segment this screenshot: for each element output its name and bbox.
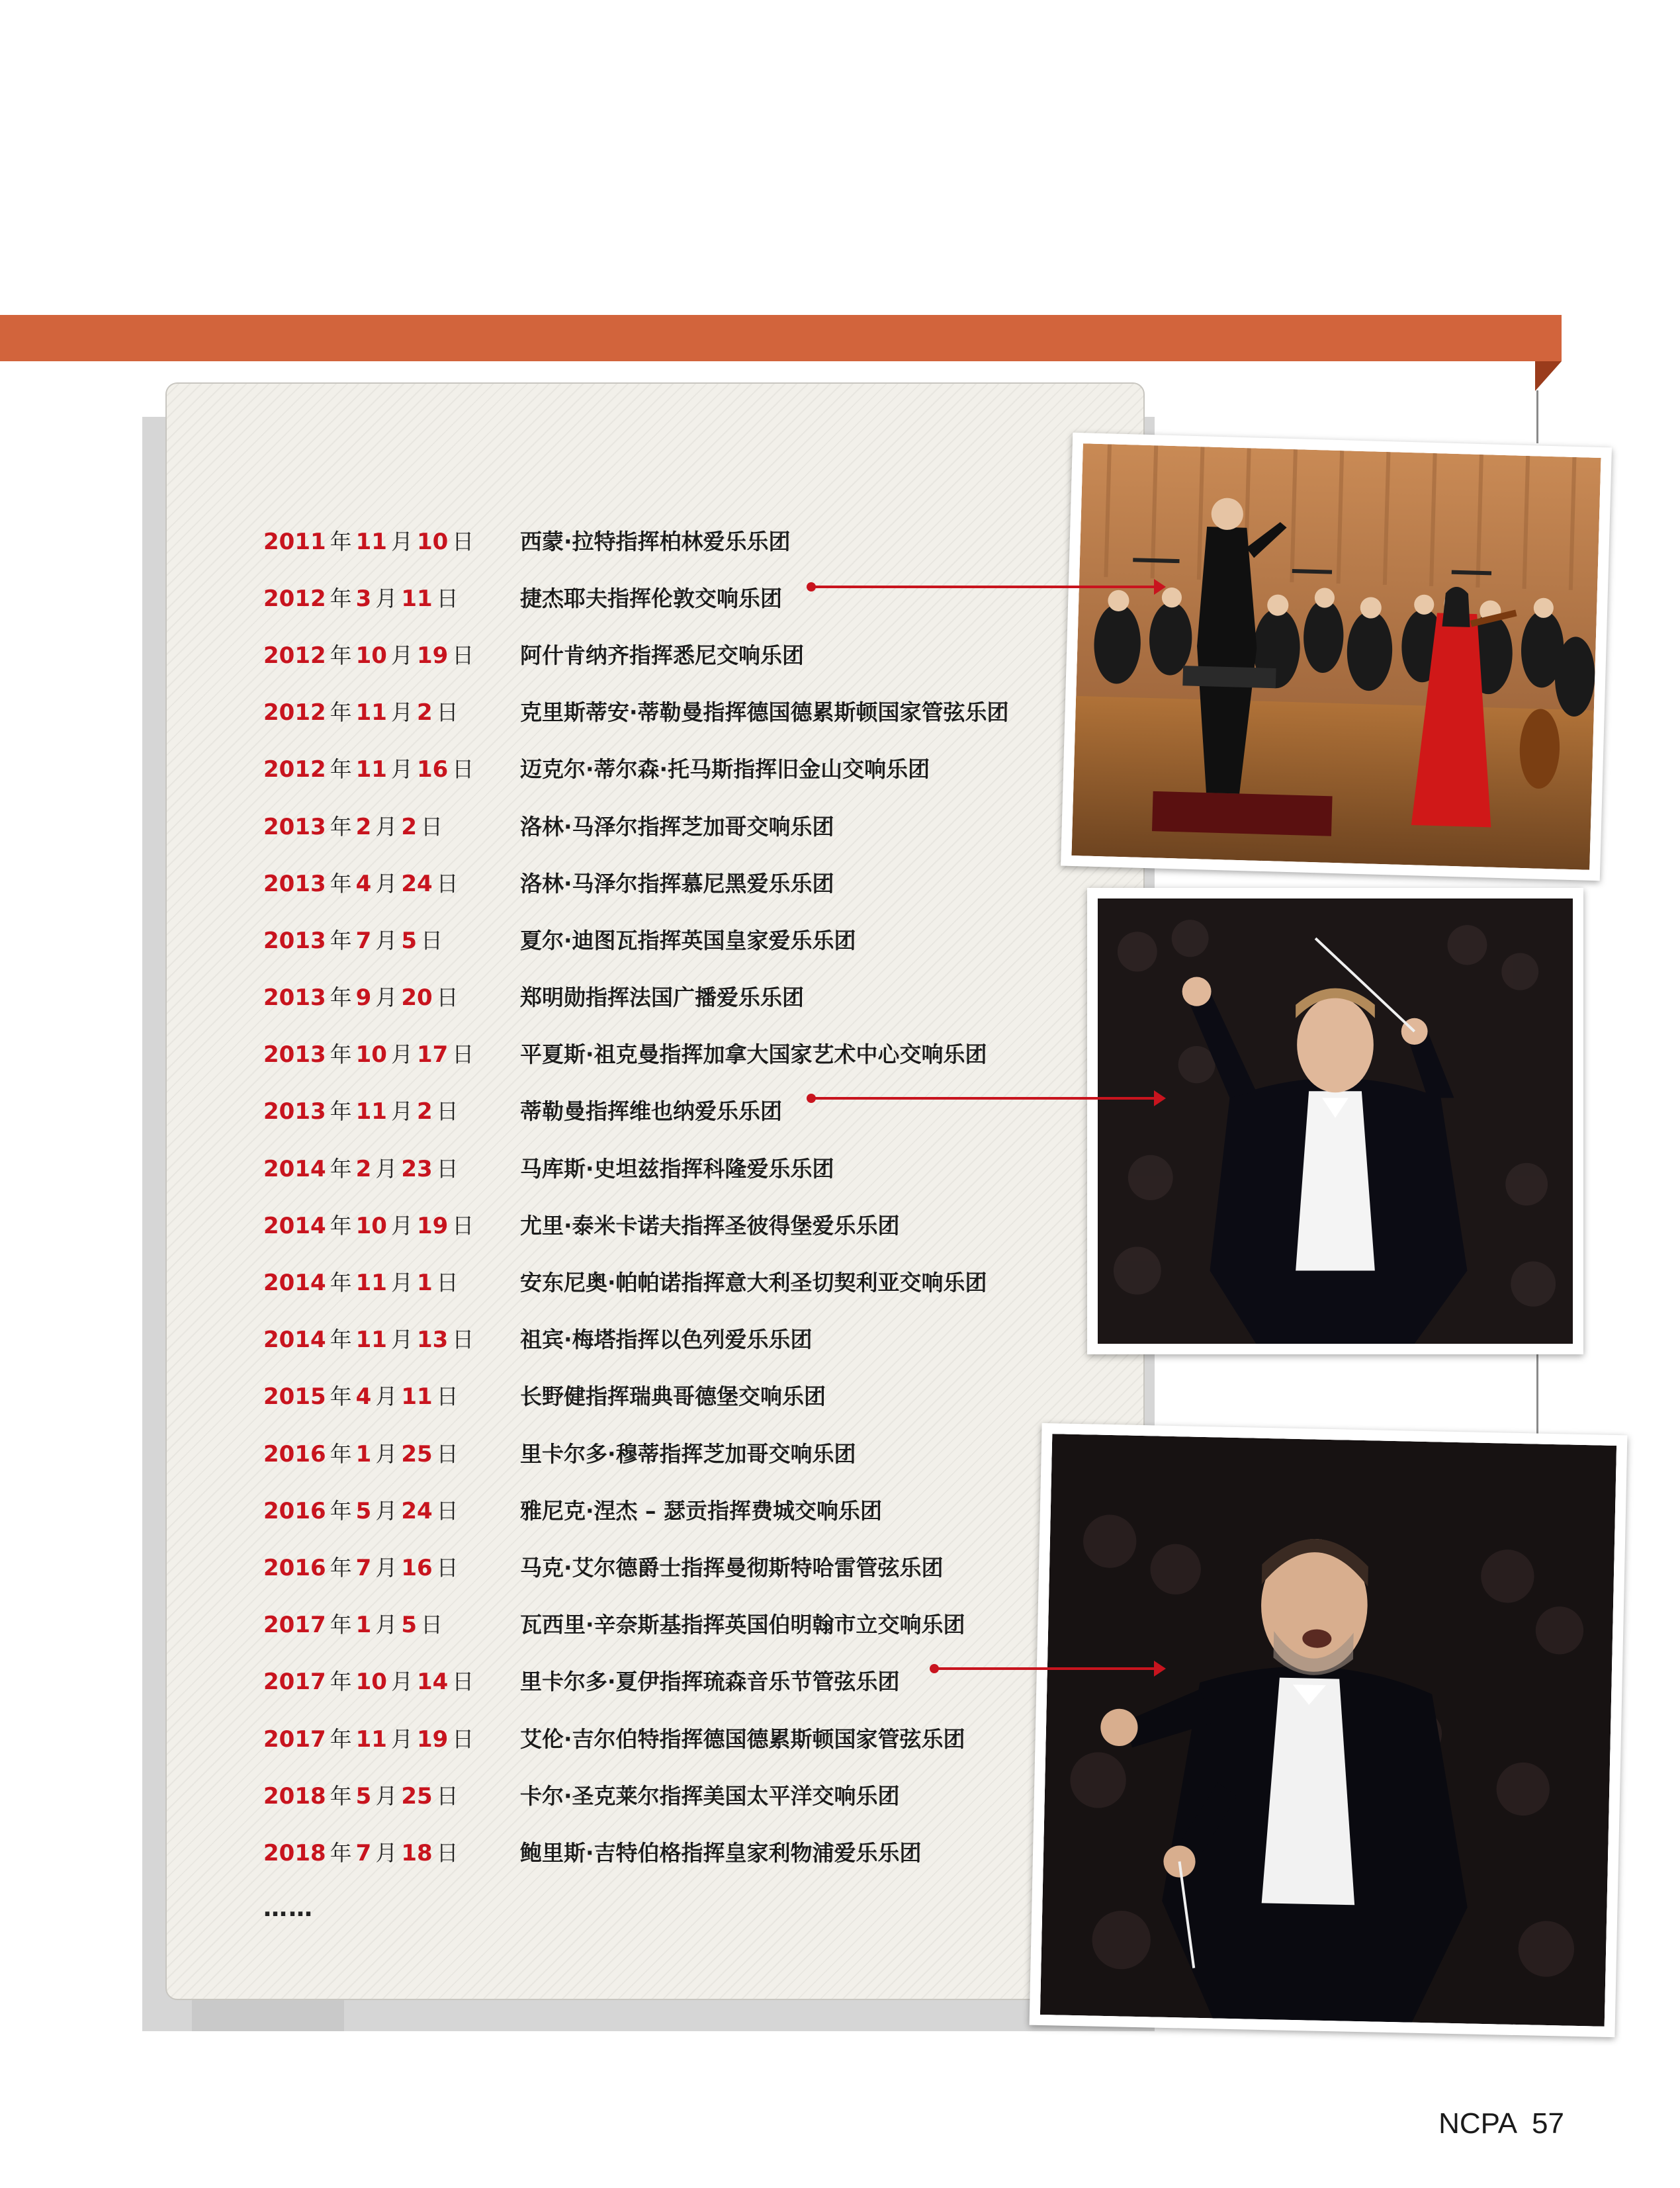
date-year: 2017 xyxy=(263,1726,326,1753)
list-item xyxy=(263,1595,1124,1652)
date-year: 2012 xyxy=(263,756,326,783)
date-unit-year: 年 xyxy=(330,1554,352,1581)
event-date xyxy=(263,1437,520,1468)
photo-frame-3 xyxy=(1030,1423,1628,2037)
pointer-dot xyxy=(930,1664,939,1673)
event-date xyxy=(263,1323,520,1354)
date-unit-day: 日 xyxy=(436,870,459,897)
date-unit-day: 日 xyxy=(420,927,443,953)
event-title: 鲍里斯·吉特伯格指挥皇家利物浦爱乐乐团 xyxy=(520,1839,922,1866)
event-date xyxy=(263,1779,520,1810)
event-date xyxy=(263,1094,520,1125)
event-date xyxy=(263,1494,520,1525)
date-month: 7 xyxy=(355,1839,372,1866)
date-year: 2017 xyxy=(263,1669,326,1696)
event-title: 雅尼克·涅杰 – 瑟贡指挥费城交响乐团 xyxy=(520,1497,883,1524)
page-footer xyxy=(1438,2107,1564,2140)
date-unit-year: 年 xyxy=(330,1612,352,1638)
publication-name: NCPA xyxy=(1438,2107,1518,2140)
date-unit-month: 月 xyxy=(390,756,413,783)
list-item xyxy=(263,1310,1124,1367)
date-month: 5 xyxy=(355,1782,372,1810)
photo-frame-1 xyxy=(1061,433,1612,881)
list-item xyxy=(263,1025,1124,1082)
date-unit-year: 年 xyxy=(330,585,352,611)
date-day: 14 xyxy=(416,1669,449,1696)
date-day: 23 xyxy=(401,1155,433,1182)
date-unit-month: 月 xyxy=(375,1440,398,1467)
date-unit-year: 年 xyxy=(330,528,352,554)
date-month: 10 xyxy=(355,1041,387,1069)
date-year: 2011 xyxy=(263,528,326,555)
event-title: 马克·艾尔德爵士指挥曼彻斯特哈雷管弦乐团 xyxy=(520,1554,944,1581)
date-year: 2014 xyxy=(263,1327,326,1354)
date-unit-year: 年 xyxy=(330,870,352,897)
date-unit-day: 日 xyxy=(452,1212,474,1239)
date-year: 2014 xyxy=(263,1270,326,1297)
date-unit-month: 月 xyxy=(375,1839,398,1866)
date-unit-month: 月 xyxy=(390,1270,413,1296)
event-title: 西蒙·拉特指挥柏林爱乐乐团 xyxy=(520,528,791,554)
list-item xyxy=(263,1252,1124,1309)
date-month: 5 xyxy=(355,1497,372,1524)
list-item xyxy=(263,625,1124,682)
date-unit-month: 月 xyxy=(375,585,398,611)
date-unit-day: 日 xyxy=(436,699,459,726)
list-continuation: …… xyxy=(263,1895,314,1923)
date-unit-month: 月 xyxy=(375,1554,398,1581)
arrow-head-icon xyxy=(1154,579,1166,595)
date-day: 5 xyxy=(401,1612,417,1639)
date-unit-year: 年 xyxy=(330,1155,352,1182)
date-unit-month: 月 xyxy=(390,528,413,554)
pointer-arrow-photo-2 xyxy=(811,1097,1157,1100)
conductor-singing-image xyxy=(1040,1434,1616,2027)
event-title: 艾伦·吉尔伯特指挥德国德累斯顿国家管弦乐团 xyxy=(520,1726,965,1752)
date-month: 2 xyxy=(355,813,372,840)
date-unit-day: 日 xyxy=(452,642,474,668)
date-month: 1 xyxy=(355,1440,372,1467)
date-month: 7 xyxy=(355,1554,372,1581)
event-date xyxy=(263,924,520,955)
date-day: 19 xyxy=(416,642,449,669)
pointer-dot xyxy=(807,582,816,591)
date-unit-day: 日 xyxy=(436,1839,459,1866)
date-unit-day: 日 xyxy=(452,756,474,783)
event-date xyxy=(263,1665,520,1696)
page-number: 57 xyxy=(1532,2107,1564,2140)
date-day: 20 xyxy=(401,985,433,1012)
list-item xyxy=(263,1481,1124,1538)
date-unit-month: 月 xyxy=(375,813,398,840)
date-unit-month: 月 xyxy=(375,1497,398,1524)
date-unit-month: 月 xyxy=(375,1612,398,1638)
list-item xyxy=(263,1709,1124,1766)
date-month: 11 xyxy=(355,1270,387,1297)
event-date xyxy=(263,1722,520,1753)
date-unit-day: 日 xyxy=(452,528,474,554)
date-unit-year: 年 xyxy=(330,985,352,1011)
date-day: 16 xyxy=(401,1554,433,1581)
date-year: 2016 xyxy=(263,1440,326,1467)
event-title: 里卡尔多·穆蒂指挥芝加哥交响乐团 xyxy=(520,1440,856,1467)
date-unit-month: 月 xyxy=(375,985,398,1011)
date-year: 2018 xyxy=(263,1782,326,1810)
date-year: 2018 xyxy=(263,1839,326,1866)
list-item xyxy=(263,968,1124,1025)
event-date xyxy=(263,695,520,726)
event-date xyxy=(263,1379,520,1411)
date-unit-year: 年 xyxy=(330,1669,352,1695)
event-title: 捷杰耶夫指挥伦敦交响乐团 xyxy=(520,585,782,611)
event-date xyxy=(263,1152,520,1183)
date-day: 11 xyxy=(401,585,433,612)
conductor-photo xyxy=(1098,898,1573,1344)
date-unit-year: 年 xyxy=(330,1212,352,1239)
date-unit-month: 月 xyxy=(390,1212,413,1239)
date-unit-day: 日 xyxy=(436,585,459,611)
date-month: 11 xyxy=(355,1726,387,1753)
date-unit-year: 年 xyxy=(330,1270,352,1296)
list-item xyxy=(263,740,1124,797)
event-date xyxy=(263,810,520,841)
date-year: 2013 xyxy=(263,813,326,840)
pointer-arrow-photo-1 xyxy=(811,586,1157,588)
date-unit-month: 月 xyxy=(375,1155,398,1182)
date-day: 5 xyxy=(401,927,417,954)
event-date xyxy=(263,1209,520,1240)
date-day: 25 xyxy=(401,1782,433,1810)
event-title: 迈克尔·蒂尔森·托马斯指挥旧金山交响乐团 xyxy=(520,756,930,783)
date-unit-year: 年 xyxy=(330,642,352,668)
date-unit-month: 月 xyxy=(390,699,413,726)
date-unit-day: 日 xyxy=(436,1383,459,1410)
date-unit-year: 年 xyxy=(330,1726,352,1752)
list-item xyxy=(263,853,1124,910)
accent-bar-fold xyxy=(1535,361,1562,391)
date-day: 19 xyxy=(416,1726,449,1753)
date-day: 19 xyxy=(416,1212,449,1239)
list-item xyxy=(263,1823,1124,1880)
date-day: 16 xyxy=(416,756,449,783)
date-unit-month: 月 xyxy=(390,1098,413,1125)
event-date xyxy=(263,1266,520,1297)
date-unit-month: 月 xyxy=(390,1726,413,1752)
header-accent-bar xyxy=(0,315,1562,361)
date-unit-day: 日 xyxy=(452,1726,474,1752)
date-unit-year: 年 xyxy=(330,1782,352,1809)
event-date xyxy=(263,981,520,1012)
date-month: 9 xyxy=(355,985,372,1012)
date-day: 17 xyxy=(416,1041,449,1069)
date-day: 13 xyxy=(416,1327,449,1354)
date-unit-year: 年 xyxy=(330,699,352,726)
date-year: 2015 xyxy=(263,1383,326,1411)
photo-hanger-line xyxy=(1536,390,1538,443)
event-date xyxy=(263,867,520,898)
date-month: 11 xyxy=(355,1327,387,1354)
list-item xyxy=(263,1538,1124,1595)
list-item xyxy=(263,1652,1124,1709)
date-unit-month: 月 xyxy=(390,1327,413,1353)
date-year: 2012 xyxy=(263,585,326,612)
date-unit-day: 日 xyxy=(420,813,443,840)
event-title: 平夏斯·祖克曼指挥加拿大国家艺术中心交响乐团 xyxy=(520,1041,987,1068)
list-item xyxy=(263,1766,1124,1823)
date-unit-day: 日 xyxy=(436,1497,459,1524)
date-year: 2014 xyxy=(263,1155,326,1182)
date-day: 2 xyxy=(416,1098,433,1125)
event-title: 尤里·泰米卡诺夫指挥圣彼得堡爱乐乐团 xyxy=(520,1212,900,1239)
date-unit-month: 月 xyxy=(390,642,413,668)
date-unit-day: 日 xyxy=(452,1669,474,1695)
event-title: 阿什肯纳齐指挥悉尼交响乐团 xyxy=(520,642,804,668)
list-item xyxy=(263,910,1124,967)
event-title: 蒂勒曼指挥维也纳爱乐乐团 xyxy=(520,1098,782,1125)
date-year: 2013 xyxy=(263,1098,326,1125)
date-year: 2016 xyxy=(263,1554,326,1581)
date-day: 24 xyxy=(401,870,433,897)
date-month: 4 xyxy=(355,870,372,897)
date-day: 1 xyxy=(416,1270,433,1297)
date-unit-month: 月 xyxy=(375,1383,398,1410)
list-item xyxy=(263,797,1124,853)
event-date xyxy=(263,1836,520,1867)
date-day: 18 xyxy=(401,1839,433,1866)
arrow-head-icon xyxy=(1154,1090,1166,1106)
date-year: 2017 xyxy=(263,1612,326,1639)
list-item xyxy=(263,1424,1124,1481)
date-year: 2014 xyxy=(263,1212,326,1239)
date-unit-year: 年 xyxy=(330,1383,352,1410)
event-title: 安东尼奥·帕帕诺指挥意大利圣切契利亚交响乐团 xyxy=(520,1270,987,1296)
event-title: 洛林·马泽尔指挥慕尼黑爱乐乐团 xyxy=(520,870,834,897)
date-unit-day: 日 xyxy=(452,1041,474,1068)
orchestra-photo xyxy=(1071,443,1601,870)
date-unit-month: 月 xyxy=(375,927,398,953)
event-title: 郑明勋指挥法国广播爱乐乐团 xyxy=(520,985,804,1011)
date-unit-year: 年 xyxy=(330,756,352,783)
date-month: 7 xyxy=(355,927,372,954)
photo-frame-2 xyxy=(1087,888,1583,1354)
date-unit-day: 日 xyxy=(436,1155,459,1182)
date-unit-month: 月 xyxy=(390,1041,413,1068)
event-date xyxy=(263,525,520,556)
date-day: 24 xyxy=(401,1497,433,1524)
event-date xyxy=(263,1037,520,1069)
date-month: 11 xyxy=(355,699,387,726)
date-year: 2013 xyxy=(263,1041,326,1069)
arrow-head-icon xyxy=(1154,1661,1166,1677)
event-title: 长野健指挥瑞典哥德堡交响乐团 xyxy=(520,1383,826,1410)
date-unit-year: 年 xyxy=(330,1440,352,1467)
event-title: 夏尔·迪图瓦指挥英国皇家爱乐乐团 xyxy=(520,927,856,953)
event-title: 洛林·马泽尔指挥芝加哥交响乐团 xyxy=(520,813,834,840)
date-unit-year: 年 xyxy=(330,1497,352,1524)
date-day: 2 xyxy=(416,699,433,726)
date-month: 11 xyxy=(355,528,387,555)
conductor-singing-photo xyxy=(1040,1434,1616,2027)
date-day: 11 xyxy=(401,1383,433,1411)
date-unit-day: 日 xyxy=(436,1098,459,1125)
list-item xyxy=(263,683,1124,740)
date-unit-day: 日 xyxy=(436,1782,459,1809)
date-month: 1 xyxy=(355,1612,372,1639)
list-item xyxy=(263,1082,1124,1139)
date-unit-day: 日 xyxy=(436,985,459,1011)
event-title: 瓦西里·辛奈斯基指挥英国伯明翰市立交响乐团 xyxy=(520,1612,965,1638)
event-title: 祖宾·梅塔指挥以色列爱乐乐团 xyxy=(520,1327,813,1353)
date-unit-day: 日 xyxy=(452,1327,474,1353)
date-month: 10 xyxy=(355,1669,387,1696)
date-month: 11 xyxy=(355,1098,387,1125)
date-month: 2 xyxy=(355,1155,372,1182)
list-item xyxy=(263,511,1124,568)
date-year: 2016 xyxy=(263,1497,326,1524)
event-date xyxy=(263,638,520,670)
date-unit-year: 年 xyxy=(330,927,352,953)
date-unit-year: 年 xyxy=(330,1839,352,1866)
date-unit-year: 年 xyxy=(330,1327,352,1353)
date-year: 2013 xyxy=(263,927,326,954)
event-date xyxy=(263,752,520,783)
event-title: 克里斯蒂安·蒂勒曼指挥德国德累斯顿国家管弦乐团 xyxy=(520,699,1009,726)
date-unit-year: 年 xyxy=(330,1098,352,1125)
list-item xyxy=(263,1139,1124,1196)
date-month: 10 xyxy=(355,642,387,669)
date-day: 25 xyxy=(401,1440,433,1467)
date-month: 11 xyxy=(355,756,387,783)
date-day: 2 xyxy=(401,813,417,840)
list-item xyxy=(263,568,1124,625)
orchestra-image xyxy=(1071,443,1601,870)
conductor-baton-image xyxy=(1098,898,1573,1344)
date-unit-day: 日 xyxy=(436,1270,459,1296)
date-unit-day: 日 xyxy=(420,1612,443,1638)
date-month: 10 xyxy=(355,1212,387,1239)
event-date xyxy=(263,582,520,613)
date-unit-day: 日 xyxy=(436,1440,459,1467)
date-year: 2012 xyxy=(263,642,326,669)
list-item xyxy=(263,1196,1124,1252)
date-unit-month: 月 xyxy=(375,1782,398,1809)
concert-list xyxy=(263,511,1124,1937)
date-unit-day: 日 xyxy=(436,1554,459,1581)
date-unit-year: 年 xyxy=(330,813,352,840)
event-date xyxy=(263,1608,520,1639)
photo-hanger-line xyxy=(1536,1350,1538,1442)
pointer-arrow-photo-3 xyxy=(934,1667,1157,1670)
date-unit-month: 月 xyxy=(375,870,398,897)
date-day: 10 xyxy=(416,528,449,555)
date-month: 4 xyxy=(355,1383,372,1411)
event-title: 马库斯·史坦兹指挥科隆爱乐乐团 xyxy=(520,1155,834,1182)
date-unit-year: 年 xyxy=(330,1041,352,1068)
event-title: 卡尔·圣克莱尔指挥美国太平洋交响乐团 xyxy=(520,1782,900,1809)
event-date xyxy=(263,1551,520,1582)
date-year: 2013 xyxy=(263,870,326,897)
list-item xyxy=(263,1367,1124,1424)
pointer-dot xyxy=(807,1094,816,1103)
date-year: 2012 xyxy=(263,699,326,726)
date-year: 2013 xyxy=(263,985,326,1012)
date-month: 3 xyxy=(355,585,372,612)
event-title: 里卡尔多·夏伊指挥琉森音乐节管弦乐团 xyxy=(520,1669,900,1695)
date-unit-month: 月 xyxy=(390,1669,413,1695)
